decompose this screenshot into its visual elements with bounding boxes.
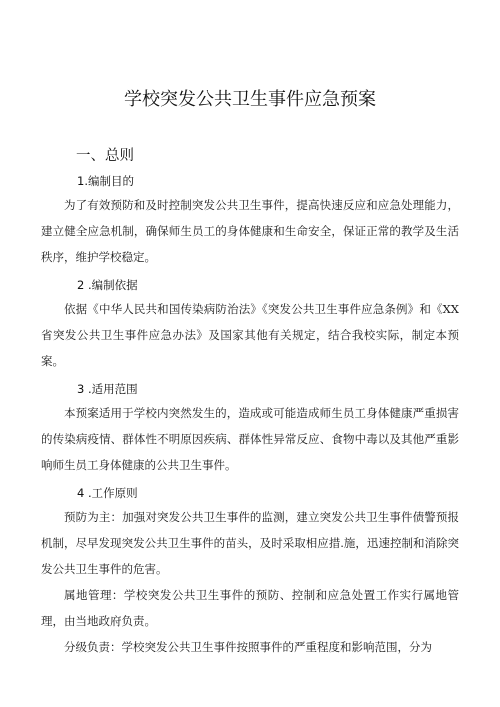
subheading-basis: 2 .编制依据: [77, 278, 138, 292]
paragraph-territorial: 属地管理：学校突发公共卫生事件的预防、控制和应急处置工作实行属地管理，由当地政府负责。: [41, 588, 459, 628]
section-heading-general: 一、总则: [76, 148, 134, 164]
paragraph-scope: 本预案适用于学校内突然发生的，造成或可能造成师生员工身体健康严重损害的传染病疫情、群体性不明原因疾病、群体性异常反应、食物中毒以及其他严重影响师生员工身体健康的公共卫生事件。: [41, 406, 459, 472]
subheading-principles: 4 .工作原则: [77, 486, 138, 500]
paragraph-basis: 依据《中华人民共和国传染病防治法》《突发公共卫生事件应急条例》和《XX省突发公共卫生事件应急办法》及国家其他有关规定，结合我校实际，制定本预案。: [41, 302, 459, 368]
paragraph-graded: 分级负责：学校突发公共卫生事件按照事件的严重程度和影响范围，分为: [64, 640, 432, 654]
subheading-scope: 3 .适用范围: [77, 382, 138, 396]
subheading-purpose: 1.编制目的: [77, 174, 134, 188]
paragraph-purpose: 为了有效预防和及时控制突发公共卫生事件，提高快速反应和应急处理能力，建立健全应急机制，确保师生员工的身体健康和生命安全，保证正常的教学及生活秩序，维护学校稳定。: [41, 198, 459, 264]
document-title: 学校突发公共卫生事件应急预案: [124, 89, 376, 110]
paragraph-prevention: 预防为主：加强对突发公共卫生事件的监测，建立突发公共卫生事件债警预报机制，尽早发现突发公共卫生事件的苗头，及时采取相应措.施，迅速控制和消除突发公共卫生事件的危害。: [41, 510, 459, 576]
